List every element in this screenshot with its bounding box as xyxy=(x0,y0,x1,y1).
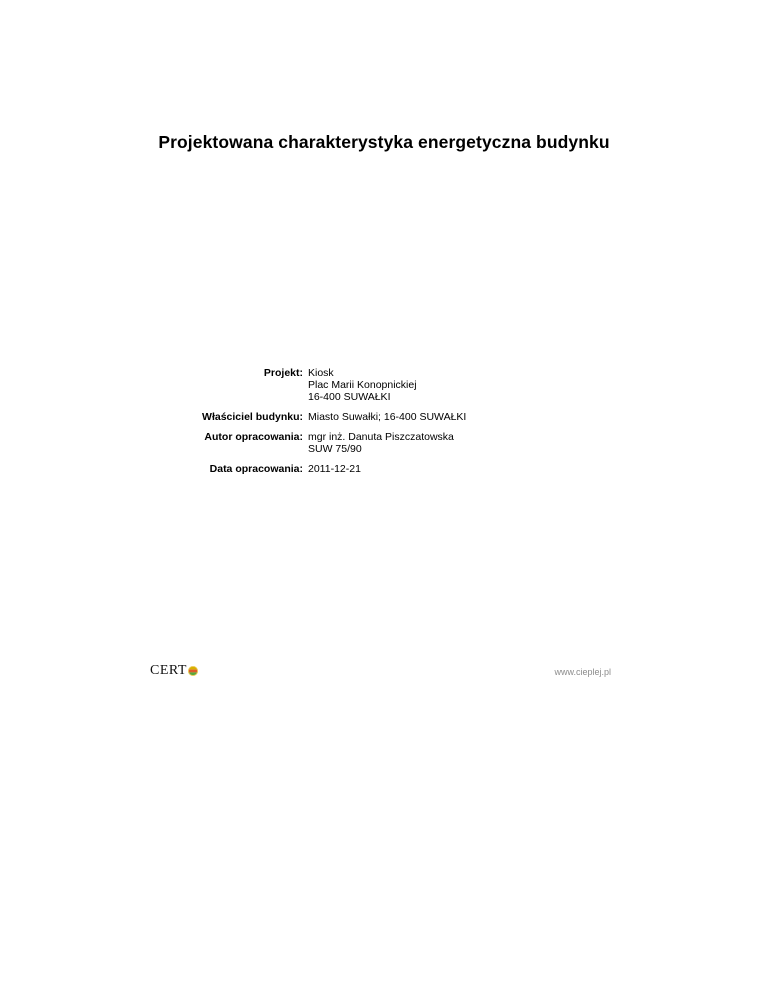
logo-o-icon xyxy=(188,666,198,676)
project-label: Projekt: xyxy=(263,367,303,379)
owner-name: Miasto Suwałki; 16-400 SUWAŁKI xyxy=(308,411,467,423)
date-text: 2011-12-21 xyxy=(308,463,361,475)
author-label: Autor opracowania: xyxy=(204,431,303,443)
date-value xyxy=(308,463,610,475)
author-row xyxy=(150,431,610,455)
author-value xyxy=(308,431,610,455)
project-name: Kiosk xyxy=(308,367,334,379)
owner-label: Właściciel budynku: xyxy=(202,411,303,423)
date-label: Data opracowania: xyxy=(209,463,303,475)
project-row xyxy=(150,367,610,403)
owner-value xyxy=(308,411,610,423)
author-name: mgr inż. Danuta Piszczatowska xyxy=(308,431,454,443)
author-license: SUW 75/90 xyxy=(308,443,362,455)
owner-row xyxy=(150,411,610,423)
logo-text: CERT xyxy=(150,663,187,678)
project-city: 16-400 SUWAŁKI xyxy=(308,391,391,403)
project-street: Plac Marii Konopnickiej xyxy=(308,379,417,391)
certo-logo xyxy=(150,663,198,679)
website-link[interactable]: www.cieplej.pl xyxy=(554,667,611,677)
date-row xyxy=(150,463,610,475)
project-info-block xyxy=(150,367,610,483)
document-title: Projektowana charakterystyka energetyczna budynku xyxy=(158,132,610,152)
project-value xyxy=(308,367,610,403)
